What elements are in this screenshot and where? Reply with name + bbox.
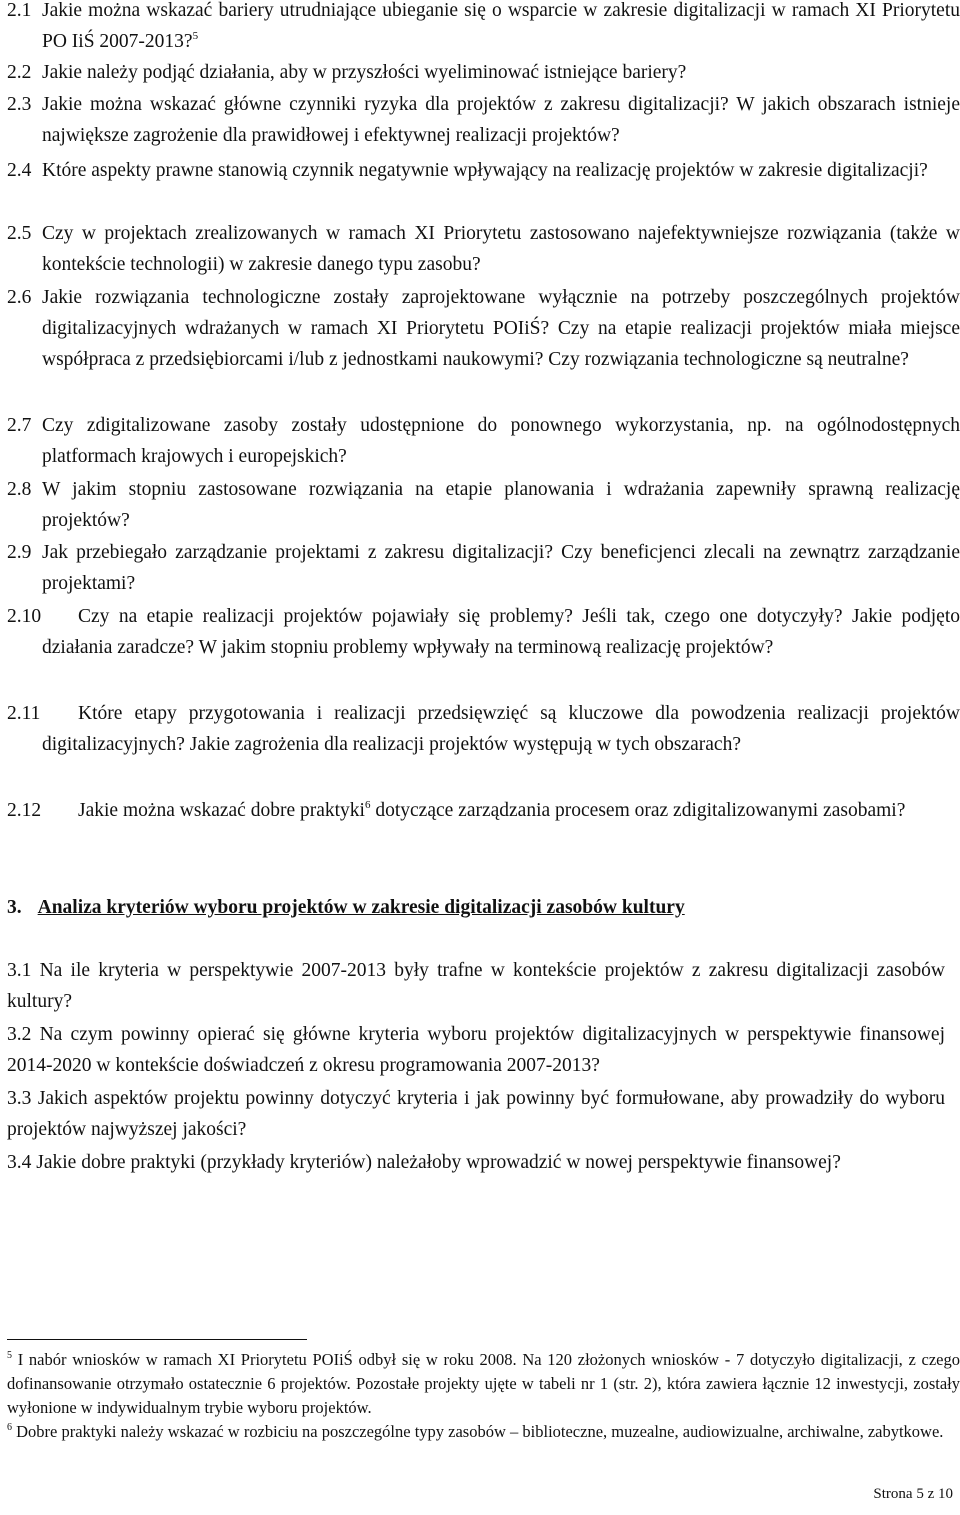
question-2-7 (7, 410, 960, 472)
question-text: Które etapy przygotowania i realizacji przedsięwzięć są kluczowe dla powodzenia realizacji projektów digitalizacyjnych? Jakie zagrożenia dla realizacji projektów występują w tych obszarach? (42, 703, 960, 755)
question-text: Jakie można wskazać dobre praktyki (78, 800, 365, 821)
question-2-9 (7, 537, 960, 599)
footnote-text: I nabór wniosków w ramach XI Priorytetu POIiŚ odbył się w roku 2008. Na 120 złożonych wniosków - 7 dotyczyło digitalizacji, z czego dofinansowanie otrzymało ostatecznie 6 projektów. Pozostałe projekty ujęte w tabeli nr 1 (str. 2), która zawiera łącznie 12 inwestycji, zostały wyłonione w indywidualnym trybie wyboru projektów. (7, 1350, 960, 1417)
question-text: Jakie można wskazać bariery utrudniające ubieganie się o wsparcie w zakresie digitalizacji w ramach XI Priorytetu PO IiŚ 2007-2013? (42, 0, 960, 52)
section-title: Analiza kryteriów wyboru projektów w zakresie digitalizacji zasobów kultury (37, 897, 685, 918)
question-text: Jak przebiegało zarządzanie projektami z zakresu digitalizacji? Czy beneficjenci zlecali na zewnątrz zarządzanie projektami? (42, 542, 960, 594)
question-number: 3.4 (7, 1152, 32, 1173)
question-number: 2.7 (7, 415, 32, 436)
section-number: 3. (7, 897, 22, 918)
question-text: Jakie dobre praktyki (przykłady kryteriów) należałoby wprowadzić w nowej perspektywie finansowej? (36, 1152, 841, 1173)
question-number: 2.10 (7, 606, 42, 627)
section-3-heading (7, 892, 685, 923)
question-number: 2.6 (7, 287, 32, 308)
question-2-2 (7, 57, 960, 88)
question-3-4 (7, 1147, 945, 1178)
question-number: 2.11 (7, 703, 41, 724)
question-text: Na czym powinny opierać się główne kryteria wyboru projektów digitalizacyjnych w perspektywie finansowej 2014-2020 w kontekście doświadczeń z okresu programowania 2007-2013? (7, 1024, 945, 1076)
question-number: 2.8 (7, 479, 32, 500)
question-number: 2.1 (7, 0, 32, 21)
question-number: 3.2 (7, 1024, 32, 1045)
question-3-3 (7, 1083, 945, 1145)
question-text-continued: dotyczące zarządzania procesem oraz zdigitalizowanymi zasobami? (370, 800, 906, 821)
question-3-2 (7, 1019, 945, 1081)
question-2-11 (7, 698, 960, 760)
footnote-ref-5[interactable]: 5 (192, 30, 199, 42)
question-number: 2.9 (7, 542, 32, 563)
question-2-6 (7, 282, 960, 375)
question-2-4 (7, 155, 960, 186)
question-2-5 (7, 218, 960, 280)
footnote-separator (7, 1339, 307, 1340)
question-text: Czy na etapie realizacji projektów pojawiały się problemy? Jeśli tak, czego one dotyczyły? Jakie podjęto działania zaradcze? W jakim stopniu problemy wpływały na terminową realizację projektów? (42, 606, 960, 658)
question-number: 2.4 (7, 160, 32, 181)
question-text: Czy zdigitalizowane zasoby zostały udostępnione do ponownego wykorzystania, np. na ogólnodostępnych platformach krajowych i europejskich? (42, 415, 960, 467)
question-number: 2.5 (7, 223, 32, 244)
footnote-text: Dobre praktyki należy wskazać w rozbiciu na poszczególne typy zasobów – biblioteczne, muzealne, audiowizualne, archiwalne, zabytkowe. (16, 1422, 944, 1441)
question-text: Jakich aspektów projektu powinny dotyczyć kryteria i jak powinny być formułowane, aby prowadziły do wyboru projektów najwyższej jakości? (7, 1088, 946, 1140)
footnote-5 (7, 1348, 960, 1420)
question-number: 3.1 (7, 960, 32, 981)
question-text: Jakie rozwiązania technologiczne zostały zaprojektowane wyłącznie na potrzeby poszczególnych projektów digitalizacyjnych wdrażanych w ramach XI Priorytetu POIiŚ? Czy na etapie realizacji projektów miała miejsce współpraca z przedsiębiorcami i/lub z jednostkami naukowymi? Czy rozwiązania technologiczne są neutralne? (42, 287, 960, 370)
question-text: W jakim stopniu zastosowane rozwiązania na etapie planowania i wdrażania zapewniły sprawną realizację projektów? (42, 479, 960, 531)
footnote-ref-6[interactable]: 6 (364, 799, 371, 811)
page-number: Strona 5 z 10 (873, 1486, 953, 1502)
question-number: 3.3 (7, 1088, 32, 1109)
question-3-1 (7, 955, 945, 1017)
footnote-mark: 5 (7, 1350, 12, 1361)
question-text: Które aspekty prawne stanowią czynnik negatywnie wpływający na realizację projektów w zakresie digitalizacji? (42, 160, 928, 181)
question-text: Czy w projektach zrealizowanych w ramach XI Priorytetu zastosowano najefektywniejsze rozwiązania (także w kontekście technologii) w zakresie danego typu zasobu? (42, 223, 960, 275)
footnote-mark: 6 (7, 1422, 12, 1433)
question-2-10 (7, 601, 960, 663)
question-number: 2.3 (7, 94, 32, 115)
question-2-3 (7, 89, 960, 151)
question-text: Jakie należy podjąć działania, aby w przyszłości wyeliminować istniejące bariery? (42, 62, 687, 83)
question-text: Na ile kryteria w perspektywie 2007-2013 były trafne w kontekście projektów z zakresu digitalizacji zasobów kultury? (7, 960, 946, 1012)
question-2-8 (7, 474, 960, 536)
question-number: 2.12 (7, 800, 42, 821)
question-2-12 (7, 795, 960, 826)
footnote-6 (7, 1420, 960, 1444)
question-text: Jakie można wskazać główne czynniki ryzyka dla projektów z zakresu digitalizacji? W jakich obszarach istnieje największe zagrożenie dla prawidłowej i efektywnej realizacji projektów? (42, 94, 960, 146)
question-2-1 (7, 0, 960, 57)
question-number: 2.2 (7, 62, 32, 83)
